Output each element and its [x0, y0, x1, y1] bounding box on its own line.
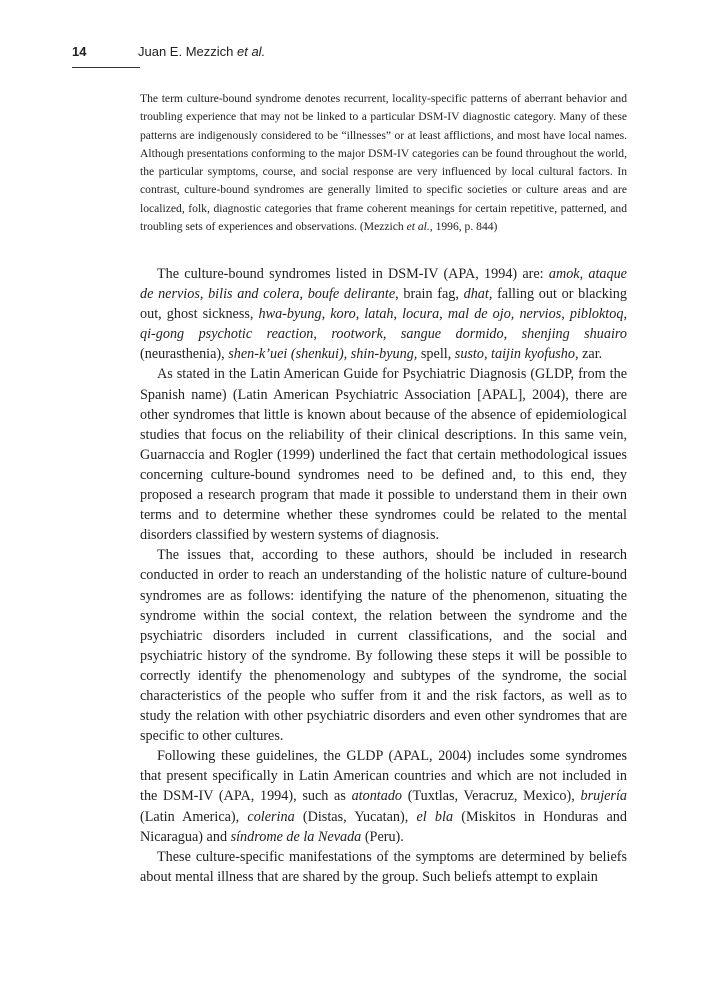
text-run: (Miskitos in Honduras and Nicaragua) and [140, 808, 627, 845]
italic-text: síndrome de la Nevada [230, 828, 362, 845]
paragraph [140, 364, 627, 545]
text-run: The term culture-bound syndrome denotes recurrent, locality-specific patterns of aberrant behavior and troubling experience that may not be linked to a particular DSM-IV diagnostic category. Many of these patterns are indigenously considered to be “illnesses” or at least afflictions, and most have local names. Although presentations conforming to the major DSM-IV categories can be found throughout the world, the particular symptoms, course, and social response are very influenced by local cultural factors. In contrast, culture-bound syndromes are generally limited to specific societies or culture areas and are localized, folk, diagnostic categories that frame coherent meanings for certain repetitive, patterned, and troubling sets of experiences and observations. (Mezzich [140, 92, 627, 234]
header-rule [72, 67, 140, 68]
text-run: falling out or blacking out, ghost sickness, [140, 286, 627, 323]
text-run: These culture-specific manifestations of the symptoms are determined by beliefs about mental illness that are shared by the group. Such beliefs attempt to explain [140, 848, 627, 885]
text-run: (Peru). [361, 828, 404, 845]
italic-text: atontado [351, 788, 403, 805]
text-run: , zar. [575, 346, 603, 363]
italic-text: hwa-byung, koro, latah, locura, mal de ojo, nervios, pibloktoq, qi-gong psychotic reaction, rootwork, sangue dormido, shenjing shuairo [140, 306, 627, 343]
italic-text: colerina [247, 808, 295, 825]
text-run: , 1996, p. 844) [429, 220, 498, 234]
text-run: The issues that, according to these authors, should be included in research conducted in order to reach an understanding of the holistic nature of culture-bound syndromes are as follows: identifying the nature of the phenomenon, situating the syndrome within the social context, the relation between the syndrome and the psychiatric disorders included in current classifications, and the social and psychiatric history of the syndrome. By following these steps it will be possible to correctly identify the phenomenology and subtypes of the syndrome, the social characteristics of the people who suffer from it and the risk factors, as well as to study the relation with other psychiatric disorders and even other syndromes that are specific to other cultures. [140, 547, 627, 745]
text-run: Following these guidelines, the GLDP (APAL, 2004) includes some syndromes that present specifically in Latin American countries and which are not included in the DSM-IV (APA, 1994), such as [140, 748, 627, 805]
text-run: The culture-bound syndromes listed in DSM-IV (APA, 1994) are: [157, 266, 549, 282]
paragraph [140, 545, 627, 746]
italic-text: amok, ataque de nervios, bilis and colera, boufe delirante [140, 266, 627, 303]
text-run: spell, [417, 346, 455, 363]
paragraph [140, 264, 627, 364]
text-run: (neurasthenia), [140, 346, 229, 363]
running-head [72, 44, 266, 59]
paragraph [140, 847, 627, 887]
text-run: As stated in the Latin American Guide for Psychiatric Diagnosis (GLDP, from the Spanish name) (Latin American Psychiatric Association [APAL], 2004), there are other syndromes that little is known about because of the absence of epidemiological studies that focus on the reliability of their clinical descriptions. In this same vein, Guarnaccia and Rogler (1999) underlined the fact that certain methodological issues concerning culture-bound syndromes need to be defined and, to this end, they proposed a research program that made it possible to understand them in their own terms and to determine whether these syndromes could be related to the mental disorders classified by western systems of diagnosis. [140, 366, 627, 544]
text-run: (Tuxtlas, Veracruz, Mexico), [402, 788, 581, 805]
block-quote [140, 90, 627, 236]
author-suffix: et al. [237, 44, 266, 59]
body-text [140, 264, 627, 887]
paragraph [140, 746, 627, 846]
italic-text: dhat, [463, 286, 493, 303]
author-name: Juan E. Mezzich [138, 44, 234, 59]
text-run: (Distas, Yucatan), [294, 808, 417, 825]
text-run: (Latin America), [140, 808, 248, 825]
italic-text: el bla [416, 808, 454, 825]
page-number: 14 [72, 44, 87, 59]
italic-text: et al. [406, 220, 430, 234]
italic-text: shen-k’uei (shenkui), shin-byung, [228, 346, 418, 363]
running-head-author [138, 44, 265, 59]
italic-text: susto, taijin kyofusho [454, 346, 575, 363]
italic-text: brujería [580, 788, 627, 805]
text-run: , brain fag, [395, 286, 464, 303]
